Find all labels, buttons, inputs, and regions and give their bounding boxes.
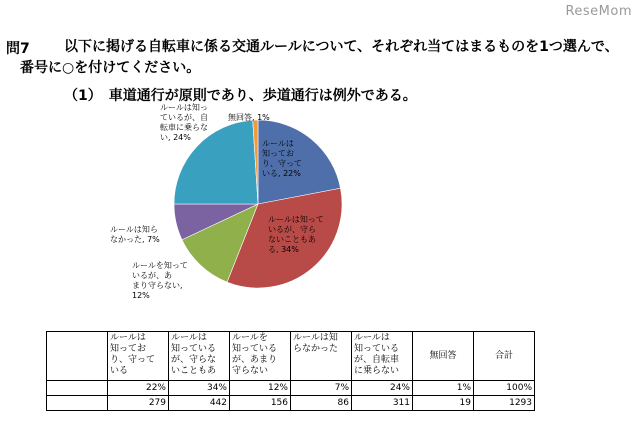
- row-label-cell: [47, 381, 108, 396]
- pie-label-not_keep_often: ルールは知っているが、守らないこともある, 34%: [268, 215, 324, 254]
- sub-question-title: （1） 車道通行が原則であり、歩道通行は例外である。: [64, 88, 417, 104]
- header-cell: 無回答: [413, 332, 474, 381]
- table-cell: 19: [413, 396, 474, 411]
- table-cell: 12%: [230, 381, 291, 396]
- pie-label-not_ride: ルールは知っているが、自転車に乗らない, 24%: [160, 103, 208, 142]
- table-row-count: [47, 396, 535, 411]
- table-cell: 100%: [474, 381, 535, 396]
- question-number: 問7: [6, 41, 30, 57]
- table-row-percent: [47, 381, 535, 396]
- pie-label-no_answer: 無回答, 1%: [228, 113, 270, 122]
- table-cell: 311: [352, 396, 413, 411]
- table-cell: 1%: [413, 381, 474, 396]
- table-cell: 442: [169, 396, 230, 411]
- table-cell: 34%: [169, 381, 230, 396]
- table-cell: 156: [230, 396, 291, 411]
- watermark: ReseMom: [565, 4, 632, 19]
- table-cell: 1293: [474, 396, 535, 411]
- row-label-cell: [47, 396, 108, 411]
- table-header-row: [47, 332, 535, 381]
- header-cell: ルールは 知っている が、守らな いこともあ: [169, 332, 230, 381]
- question-text: 以下に掲げる自転車に係る交通ルールについて、それぞれ当てはまるものを1つ選んで、: [64, 39, 619, 55]
- table-corner-cell: [47, 332, 108, 381]
- header-cell: ルールは知 らなかった: [291, 332, 352, 381]
- pie-label-keep: ルールは知っており、守っている, 22%: [262, 139, 302, 178]
- table-cell: 7%: [291, 381, 352, 396]
- header-cell: ルールは 知ってお り、守って いる: [108, 332, 169, 381]
- pie-label-did_not_know: ルールは知らなかった, 7%: [110, 225, 160, 244]
- table-cell: 279: [108, 396, 169, 411]
- pie-label-not_keep_much: ルールを知っているが、あまり守らない, 12%: [132, 261, 188, 300]
- header-cell: 合計: [474, 332, 535, 381]
- results-table: [46, 331, 535, 411]
- header-cell: ルールは 知っている が、自転車 に乗らない: [352, 332, 413, 381]
- header-cell: ルールを 知っている が、あまり 守らない: [230, 332, 291, 381]
- table-cell: 24%: [352, 381, 413, 396]
- table-cell: 86: [291, 396, 352, 411]
- question-text-line2: 番号に○を付けてください。: [20, 60, 201, 76]
- table-cell: 22%: [108, 381, 169, 396]
